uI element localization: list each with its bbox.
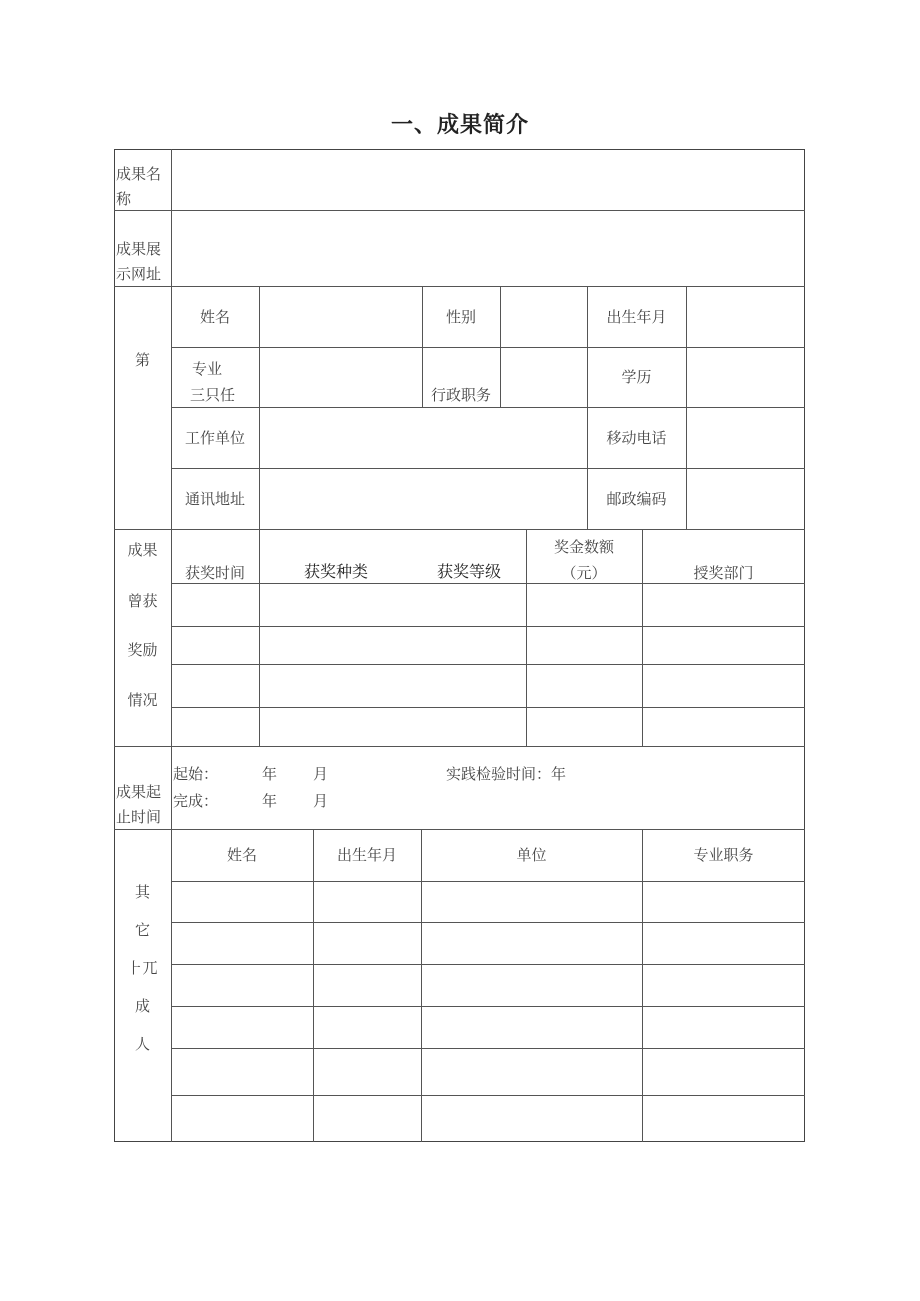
mobile-label: 移动电话	[606, 429, 667, 447]
award-department-header: 授奖部门	[693, 564, 754, 582]
awards-side-label: 成果	[127, 541, 158, 559]
practice-time-label: 实践检验时间：年	[446, 765, 567, 783]
others-side-label: 人	[134, 1035, 150, 1053]
awards-side-label: 奖励	[127, 641, 158, 659]
name-field[interactable]	[260, 287, 422, 347]
page-title: 一、成果简介	[390, 113, 529, 138]
birth-field[interactable]	[687, 287, 804, 347]
gender-label: 性别	[445, 308, 476, 326]
others-side-label: 它	[134, 921, 150, 939]
work-unit-label: 工作单位	[184, 429, 245, 447]
address-field[interactable]	[260, 469, 586, 529]
start-label: 起始：	[173, 765, 219, 783]
first-person-side-label: 第	[134, 351, 150, 369]
award-amount-unit: （元）	[561, 564, 607, 582]
achievement-url-field[interactable]	[172, 211, 804, 286]
award-type-cell[interactable]	[260, 708, 526, 746]
achievement-name-field[interactable]	[172, 150, 804, 210]
award-amount-header: 奖金数额	[553, 538, 614, 556]
admin-post-field[interactable]	[501, 348, 587, 407]
start-year: 年	[262, 765, 278, 783]
award-department-cell[interactable]	[643, 584, 804, 626]
award-level-header: 获奖等级	[437, 562, 502, 581]
rule	[114, 829, 805, 830]
award-amount-cell[interactable]	[527, 665, 642, 707]
contributor-row[interactable]	[172, 1007, 804, 1048]
postcode-field[interactable]	[687, 469, 804, 529]
postcode-label: 邮政编码	[606, 490, 667, 508]
awards-side-label: 情况	[127, 691, 158, 709]
others-name-header: 姓名	[226, 846, 257, 864]
finish-label: 完成：	[173, 792, 219, 810]
contributor-row[interactable]	[172, 965, 804, 1006]
others-side-label: ⺊兀	[127, 959, 158, 977]
award-time-cell[interactable]	[172, 708, 259, 746]
award-type-cell[interactable]	[260, 584, 526, 626]
birth-label: 出生年月	[606, 308, 667, 326]
admin-post-label: 行政职务	[430, 386, 491, 404]
award-time-cell[interactable]	[172, 627, 259, 664]
others-unit-header: 单位	[516, 846, 547, 864]
mobile-field[interactable]	[687, 408, 804, 468]
contributor-row[interactable]	[172, 882, 804, 922]
award-type-cell[interactable]	[260, 665, 526, 707]
award-time-cell[interactable]	[172, 584, 259, 626]
specialty-field[interactable]	[260, 348, 422, 407]
rule	[114, 529, 805, 530]
specialty-label-2: 三只任	[190, 386, 236, 404]
award-type-cell[interactable]	[260, 627, 526, 664]
contributor-row[interactable]	[172, 923, 804, 964]
finish-month: 月	[313, 792, 329, 810]
rule	[114, 746, 805, 747]
contributor-row[interactable]	[172, 1049, 804, 1095]
award-amount-cell[interactable]	[527, 627, 642, 664]
award-amount-cell[interactable]	[527, 708, 642, 746]
achievement-form	[114, 149, 805, 1142]
work-unit-field[interactable]	[260, 408, 586, 468]
award-type-header: 获奖种类	[304, 562, 369, 581]
achievement-name-label: 成果名称	[116, 165, 162, 208]
award-department-cell[interactable]	[643, 627, 804, 664]
address-label: 通讯地址	[184, 490, 245, 508]
education-field[interactable]	[687, 348, 804, 407]
contributor-row[interactable]	[172, 1096, 804, 1141]
others-birth-header: 出生年月	[336, 846, 397, 864]
award-amount-cell[interactable]	[527, 584, 642, 626]
achievement-url-label: 成果展示网址	[116, 240, 162, 283]
others-title-header: 专业职务	[693, 846, 754, 864]
others-side-label: 成	[134, 997, 150, 1015]
award-department-cell[interactable]	[643, 708, 804, 746]
specialty-label: 专业	[192, 360, 223, 378]
gender-field[interactable]	[501, 287, 587, 347]
start-month: 月	[313, 765, 329, 783]
award-time-cell[interactable]	[172, 665, 259, 707]
name-label: 姓名	[199, 308, 230, 326]
award-time-header: 获奖时间	[184, 564, 245, 582]
period-label: 成果起止时间	[116, 783, 162, 826]
award-department-cell[interactable]	[643, 665, 804, 707]
finish-year: 年	[262, 792, 278, 810]
education-label: 学历	[621, 368, 652, 386]
others-side-label: 其	[134, 883, 150, 901]
awards-side-label: 曾获	[127, 592, 158, 610]
